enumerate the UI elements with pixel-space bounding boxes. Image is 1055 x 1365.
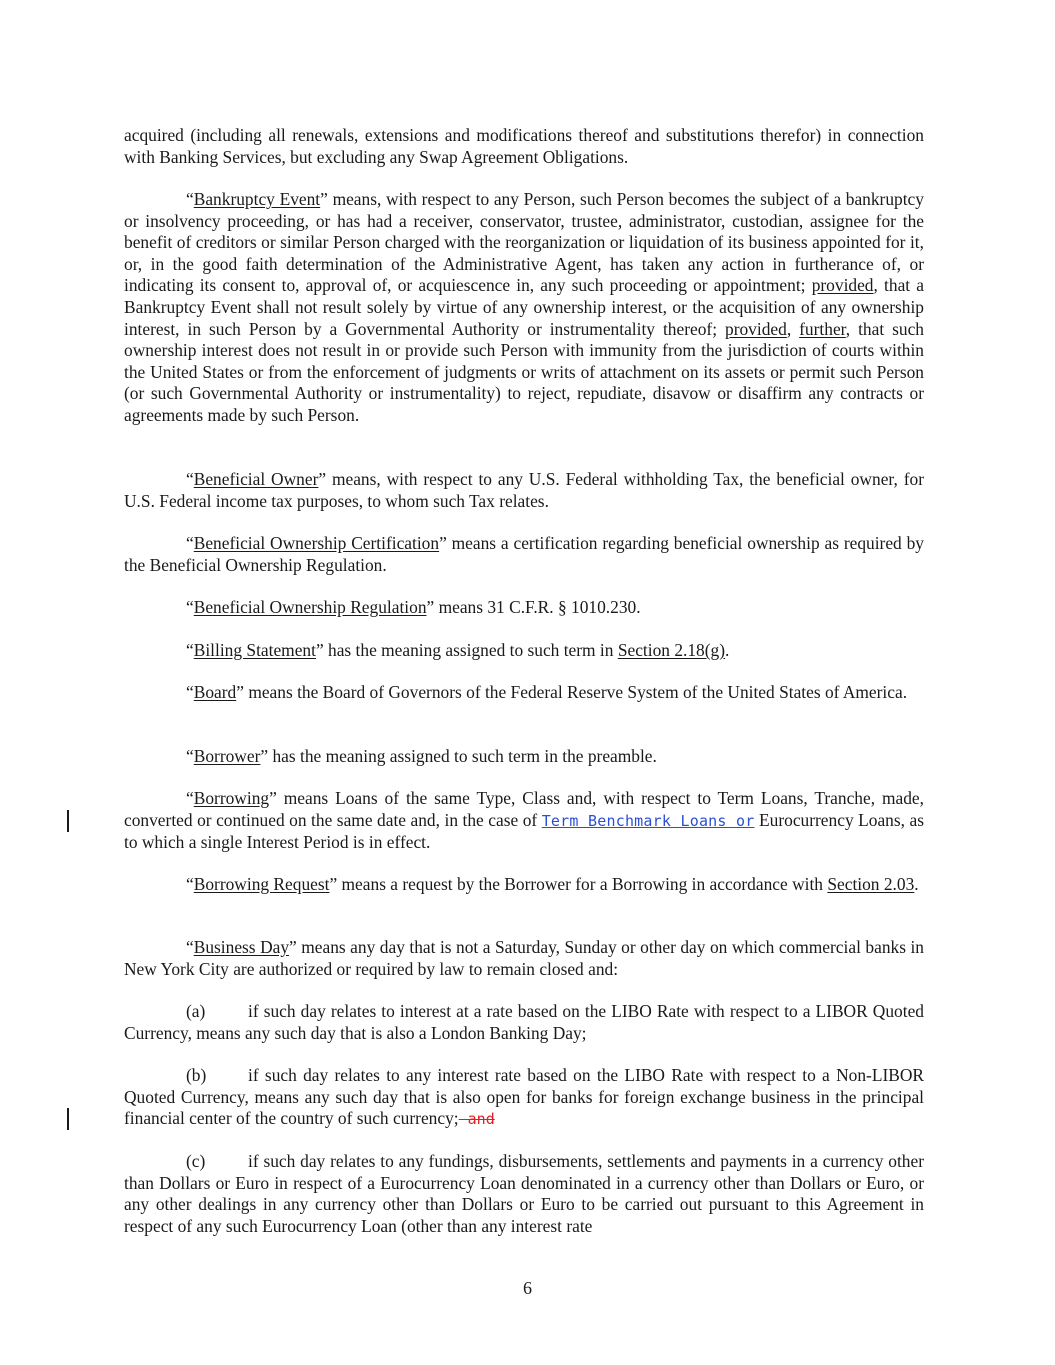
- list-item-text: if such day relates to interest at a rate based on the LIBO Rate with respect to a LIBOR Quoted Currency, means any such day that is also a London Banking Day;: [124, 1001, 924, 1043]
- list-item-text: if such day relates to any fundings, disbursements, settlements and payments in a currency other than Dollars or Euro in respect of a Eurocurrency Loan denominated in a currency other than Dollars or Euro, or any other dealings in any currency other than Dollars or Euro to be carried out pursuant to this Agreement in respect of any such Eurocurrency Loan (other than any interest rate: [124, 1151, 924, 1236]
- list-item-label: (a): [186, 1001, 206, 1021]
- proviso-word: provided: [811, 275, 874, 296]
- definition-text: ” has the meaning assigned to such term in: [315, 640, 618, 660]
- definition-beneficial-owner: [124, 469, 924, 512]
- open-quote: “: [186, 937, 194, 957]
- definition-billing-statement: [124, 640, 924, 662]
- defined-term: Borrower: [193, 746, 261, 766]
- defined-term: Beneficial Owner: [193, 469, 319, 489]
- definition-borrowing: [124, 788, 924, 854]
- list-item-text: if such day relates to any interest rate based on the LIBO Rate with respect to a Non-LIBOR Quoted Currency, means any such day that is also open for banks for foreign exchange business in the principal financial center of the country of such currency;: [124, 1065, 924, 1129]
- inserted-text: Term Benchmark Loans or: [541, 811, 755, 830]
- page-number: 6: [523, 1278, 532, 1298]
- proviso-word: provided: [725, 318, 787, 339]
- open-quote: “: [186, 533, 194, 553]
- definition-text: .: [725, 640, 730, 660]
- definition-text: ” means, with respect to any U.S. Federal withholding Tax, the beneficial owner, for U.S. Federal income tax purposes, to whom such Tax relates.: [124, 469, 924, 511]
- list-item-label: (c): [186, 1151, 206, 1171]
- definition-business-day: [124, 937, 924, 980]
- open-quote: “: [186, 597, 194, 617]
- open-quote: “: [186, 640, 194, 660]
- open-quote: “: [186, 788, 194, 808]
- section-reference: Section 2.18(g): [617, 640, 726, 660]
- definition-text: ” means any day that is not a Saturday, Sunday or other day on which commercial banks in New York City are authorized or required by law to remain closed and:: [124, 937, 924, 979]
- list-item-b: [124, 1065, 924, 1131]
- definition-text: ” means a certification regarding beneficial ownership as required by the Beneficial Ownership Regulation.: [124, 533, 924, 575]
- list-item-a: [124, 1001, 924, 1044]
- section-reference: Section 2.03: [827, 874, 915, 894]
- defined-term: Borrowing Request: [193, 874, 330, 894]
- open-quote: “: [186, 874, 194, 894]
- open-quote: “: [186, 189, 194, 209]
- definition-text: ” means 31 C.F.R. § 1010.230.: [426, 597, 641, 617]
- defined-term: Bankruptcy Event: [193, 189, 321, 209]
- definition-text: ” means Loans of the same Type, Class and, with respect to Term Loans, Tranche, made, converted or continued on the same date and, in the case of: [124, 788, 924, 830]
- change-bar: [67, 810, 69, 832]
- definition-board: [124, 682, 924, 704]
- definition-text: , that such ownership interest does not result in or provide such Person with immunity from the jurisdiction of courts within the United States or from the enforcement of judgments or writs of attachment on its assets or permit such Person (or such Governmental Authority or instrumentality) to reject, repudiate, disavow or disaffirm any contracts or agreements made by such Person.: [124, 318, 924, 425]
- definition-beneficial-ownership-certification: [124, 533, 924, 576]
- defined-term: Board: [193, 682, 237, 702]
- definition-bankruptcy-event: [124, 189, 924, 427]
- defined-term: Beneficial Ownership Regulation: [193, 597, 427, 617]
- change-bar: [67, 1108, 69, 1130]
- deleted-text: and: [458, 1110, 495, 1129]
- paragraph-text: acquired (including all renewals, extensions and modifications thereof and substitutions therefor) in connection with Banking Services, but excluding any Swap Agreement Obligations.: [124, 125, 924, 167]
- defined-term: Business Day: [193, 937, 290, 957]
- definition-text: Eurocurrency Loans, as to which a single Interest Period is in effect.: [124, 809, 924, 853]
- open-quote: “: [186, 746, 194, 766]
- definition-borrowing-request: [124, 874, 924, 896]
- definition-beneficial-ownership-regulation: [124, 597, 924, 619]
- definition-text: ” means, with respect to any Person, such Person becomes the subject of a bankruptcy or insolvency proceeding, or has had a receiver, conservator, trustee, administrator, custodian, assignee for the benefit of creditors or similar Person charged with the reorganization or liquidation of its business appointed for it, or, in the good faith determination of the Administrative Agent, has taken any action in furtherance of, or indicating its consent to, approval of, or acquiescence in, any such proceeding or appointment;: [124, 189, 924, 296]
- defined-term: Borrowing: [193, 788, 270, 808]
- defined-term: Beneficial Ownership Certification: [193, 533, 440, 553]
- definition-text: ,: [786, 318, 800, 339]
- paragraph-continuation: [124, 125, 924, 168]
- defined-term: Billing Statement: [193, 640, 316, 660]
- definition-text: ” means the Board of Governors of the Federal Reserve System of the United States of America.: [236, 682, 908, 702]
- proviso-word: further: [799, 318, 846, 339]
- open-quote: “: [186, 682, 194, 702]
- definition-text: , that a Bankruptcy Event shall not result solely by virtue of any ownership interest, or the acquisition of any ownership interest, in such Person by a Governmental Authority or instrumentality thereof;: [124, 275, 925, 339]
- definition-borrower: [124, 746, 924, 768]
- list-item-label: (b): [186, 1065, 207, 1085]
- definition-text: ” has the meaning assigned to such term in the preamble.: [260, 746, 657, 766]
- open-quote: “: [186, 469, 194, 489]
- definition-text: ” means a request by the Borrower for a Borrowing in accordance with: [329, 874, 828, 894]
- list-item-c: [124, 1151, 924, 1237]
- definition-text: .: [914, 874, 919, 894]
